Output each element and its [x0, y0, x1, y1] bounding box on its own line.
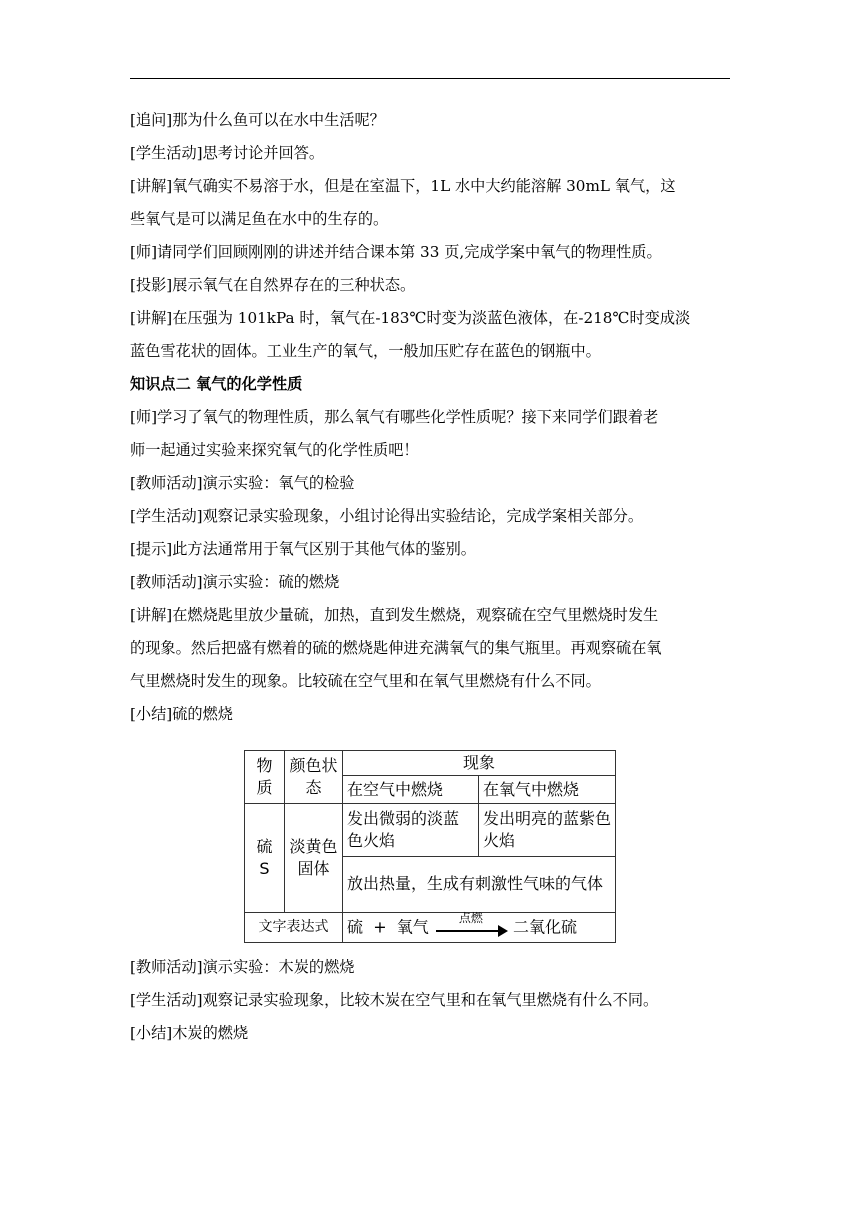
- paragraph-line: [讲解]氧气确实不易溶于水，但是在室温下，1L 水中大约能溶解 30mL 氧气，这: [130, 177, 676, 195]
- paragraph-line: [学生活动]思考讨论并回答。: [130, 144, 325, 162]
- paragraph-line: [教师活动]演示实验：硫的燃烧: [130, 573, 340, 591]
- paragraph-line: [教师活动]演示实验：氧气的检验: [130, 474, 355, 492]
- paragraph-line: [提示]此方法通常用于氧气区别于其他气体的鉴别。: [130, 540, 476, 558]
- color-state-cell: 淡黄色固体: [285, 804, 343, 913]
- header-phenomenon: 现象: [343, 751, 616, 776]
- paragraph-line: [讲解]在燃烧匙里放少量硫，加热，直到发生燃烧，观察硫在空气里燃烧时发生: [130, 606, 659, 624]
- paragraph-line: 蓝色雪花状的固体。工业生产的氧气，一般加压贮存在蓝色的钢瓶中。: [130, 342, 601, 360]
- substance-name: 硫: [256, 837, 273, 857]
- paragraph-line: 气里燃烧时发生的现象。比较硫在空气里和在氧气里燃烧有什么不同。: [130, 672, 601, 690]
- sulfur-combustion-table: [244, 750, 615, 943]
- paragraph-line: 的现象。然后把盛有燃着的硫的燃烧匙伸进充满氧气的集气瓶里。再观察硫在氧: [130, 639, 662, 657]
- document-body: [130, 104, 730, 731]
- paragraph-line: [学生活动]观察记录实验现象，小组讨论得出实验结论，完成学案相关部分。: [130, 507, 644, 525]
- eq-condition: 点燃: [458, 910, 483, 925]
- air-flame-cell: 发出微弱的淡蓝色火焰: [343, 804, 479, 856]
- common-phenomenon-cell: 放出热量，生成有刺激性气味的气体: [343, 856, 616, 912]
- paragraph-line: [投影]展示氧气在自然界存在的三种状态。: [130, 276, 416, 294]
- eq-plus: +: [373, 917, 387, 937]
- equation-label-cell: 文字表达式: [245, 912, 343, 942]
- paragraph-line: 师一起通过实验来探究氧气的化学性质吧！: [130, 441, 419, 459]
- header-rule: [130, 78, 730, 79]
- paragraph-line: [小结]硫的燃烧: [130, 705, 233, 723]
- oxygen-flame-cell: 发出明亮的蓝紫色火焰: [479, 804, 616, 856]
- paragraph-line: [学生活动]观察记录实验现象，比较木炭在空气里和在氧气里燃烧有什么不同。: [130, 991, 659, 1009]
- paragraph-line: 些氧气是可以满足鱼在水中的生存的。: [130, 210, 389, 228]
- paragraph-line: [师]学习了氧气的物理性质，那么氧气有哪些化学性质呢？接下来同学们跟着老: [130, 408, 659, 426]
- section-heading: 知识点二 氧气的化学性质: [130, 375, 303, 393]
- header-color-state: 颜色状态: [285, 751, 343, 804]
- document-body-continued: [130, 951, 730, 1050]
- word-equation: [343, 912, 616, 942]
- paragraph-line: [教师活动]演示实验：木炭的燃烧: [130, 958, 355, 976]
- paragraph-line: [讲解]在压强为 101kPa 时，氧气在-183℃时变为淡蓝色液体，在-218℃时变成淡: [130, 309, 691, 327]
- paragraph-line: [追问]那为什么鱼可以在水中生活呢？: [130, 111, 385, 129]
- substance-cell: [245, 804, 285, 913]
- substance-symbol: S: [259, 859, 270, 879]
- eq-reactant-sulfur: 硫: [347, 917, 364, 937]
- reaction-arrow-icon: [434, 910, 508, 939]
- paragraph-line: [师]请同学们回顾刚刚的讲述并结合课本第 33 页,完成学案中氧气的物理性质。: [130, 243, 662, 261]
- header-substance: 物质: [245, 751, 285, 804]
- header-in-air: 在空气中燃烧: [343, 776, 479, 804]
- eq-product: 二氧化硫: [512, 917, 577, 937]
- header-in-oxygen: 在氧气中燃烧: [479, 776, 616, 804]
- paragraph-line: [小结]木炭的燃烧: [130, 1024, 249, 1042]
- eq-reactant-oxygen: 氧气: [396, 917, 429, 937]
